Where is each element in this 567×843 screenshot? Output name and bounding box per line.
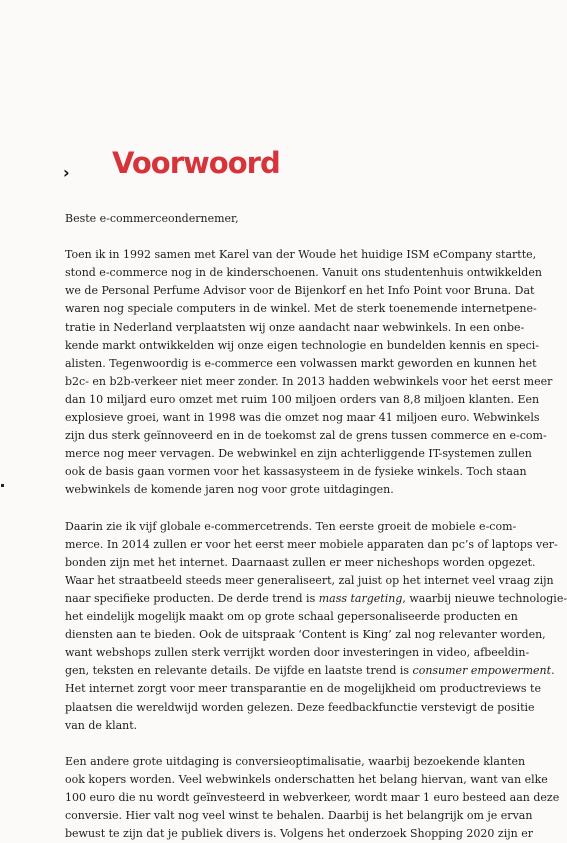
- text-line: Daarin zie ik vijf globale e-commercetrends. Ten eerste groeit de mobiele e-com-: [65, 519, 517, 533]
- body-text: [65, 210, 567, 843]
- text-line: Een andere grote uitdaging is conversieoptimalisatie, waarbij bezoekende klanten: [65, 754, 526, 768]
- text-line: explosieve groei, want in 1998 was die omzet nog maar 41 miljoen euro. Webwinkels: [65, 411, 540, 425]
- text-line: alisten. Tegenwoordig is e-commerce een volwassen markt geworden en kunnen het: [65, 356, 537, 370]
- paragraph-3: [65, 753, 560, 843]
- italic-term-consumer-empowerment: consumer empowerment: [412, 664, 552, 678]
- text-line: [65, 590, 567, 608]
- text-line: bonden zijn met het internet. Daarnaast zullen er meer nicheshops worden opgezet.: [65, 555, 536, 569]
- text-line: want webshops zullen sterk verrijkt worden door investeringen in video, afbeeldin-: [65, 646, 530, 660]
- italic-term-mass-targeting: mass targeting: [318, 591, 403, 605]
- text-line: [65, 662, 555, 680]
- text-line: het eindelijk mogelijk maakt om op grote schaal gepersonaliseerde producten en: [65, 610, 518, 624]
- text-line: b2c- en b2b-verkeer niet meer zonder. In 2013 hadden webwinkels voor het eerst meer: [65, 374, 553, 388]
- text-line: conversie. Hier valt nog veel winst te behalen. Daarbij is het belangrijk om je ervan: [65, 809, 533, 823]
- text-line: tratie in Nederland verplaatsten wij onze aandacht naar webwinkels. In een onbe-: [65, 320, 525, 334]
- text-line: webwinkels de komende jaren nog voor grote uitdagingen.: [65, 483, 394, 497]
- text-line: kende markt ontwikkelden wij onze eigen technologie en bundelden kennis en speci-: [65, 338, 539, 352]
- chapter-marker: ›: [63, 163, 70, 182]
- text-run: gen, teksten en relevante details. De vijfde en laatste trend is: [65, 664, 413, 678]
- text-line: van de klant.: [65, 718, 138, 732]
- text-line: Het internet zorgt voor meer transparantie en de mogelijkheid om productreviews te: [65, 682, 541, 696]
- text-line: 100 euro die nu wordt geïnvesteerd in webverkeer, wordt maar 1 euro besteed aan deze: [65, 791, 560, 804]
- text-line: Toen ik in 1992 samen met Karel van der Woude het huidige ISM eCompany startte,: [65, 248, 537, 262]
- margin-mark: [1, 484, 4, 487]
- text-line: diensten aan te bieden. Ook de uitspraak ‘Content is King’ zal nog relevanter worden,: [65, 628, 546, 642]
- text-run: .: [551, 664, 555, 678]
- text-line: ook kopers worden. Veel webwinkels onderschatten het belang hiervan, want van elke: [65, 772, 548, 786]
- text-line: zijn dus sterk geïnnoveerd en in de toekomst zal de grens tussen commerce en e-com-: [65, 429, 547, 443]
- paragraph-2: [65, 518, 567, 735]
- text-line: merce. In 2014 zullen er voor het eerst meer mobiele apparaten dan pc’s of laptops ver-: [65, 537, 558, 551]
- text-line: bewust te zijn dat je publiek divers is. Volgens het onderzoek Shopping 2020 zijn er: [65, 827, 533, 841]
- text-line: ook de basis gaan vormen voor het kassasysteem in de fysieke winkels. Toch staan: [65, 465, 527, 479]
- salutation: Beste e-commerceondernemer,: [65, 212, 239, 225]
- text-line: merce nog meer vervagen. De webwinkel en zijn achterliggende IT-systemen zullen: [65, 447, 532, 461]
- text-run: naar specifieke producten. De derde trend is: [65, 591, 319, 605]
- text-run: , waarbij nieuwe technologie-: [402, 591, 567, 605]
- text-line: plaatsen die wereldwijd worden gelezen. Deze feedbackfunctie verstevigt de positie: [65, 700, 535, 714]
- text-line: we de Personal Perfume Advisor voor de Bijenkorf en het Info Point voor Bruna. Dat: [65, 284, 535, 298]
- text-line: waren nog speciale computers in de winkel. Met de sterk toenemende internetpene-: [65, 302, 537, 316]
- text-line: Waar het straatbeeld steeds meer generaliseert, zal juist op het internet veel vraag zijn: [65, 573, 554, 587]
- text-line: stond e-commerce nog in de kinderschoenen. Vanuit ons studentenhuis ontwikkelden: [65, 266, 542, 280]
- text-line: dan 10 miljard euro omzet met ruim 100 miljoen orders van 8,8 miljoen klanten. Een: [65, 392, 540, 406]
- chapter-title: Voorwoord: [112, 146, 280, 180]
- paragraph-1: [65, 246, 553, 499]
